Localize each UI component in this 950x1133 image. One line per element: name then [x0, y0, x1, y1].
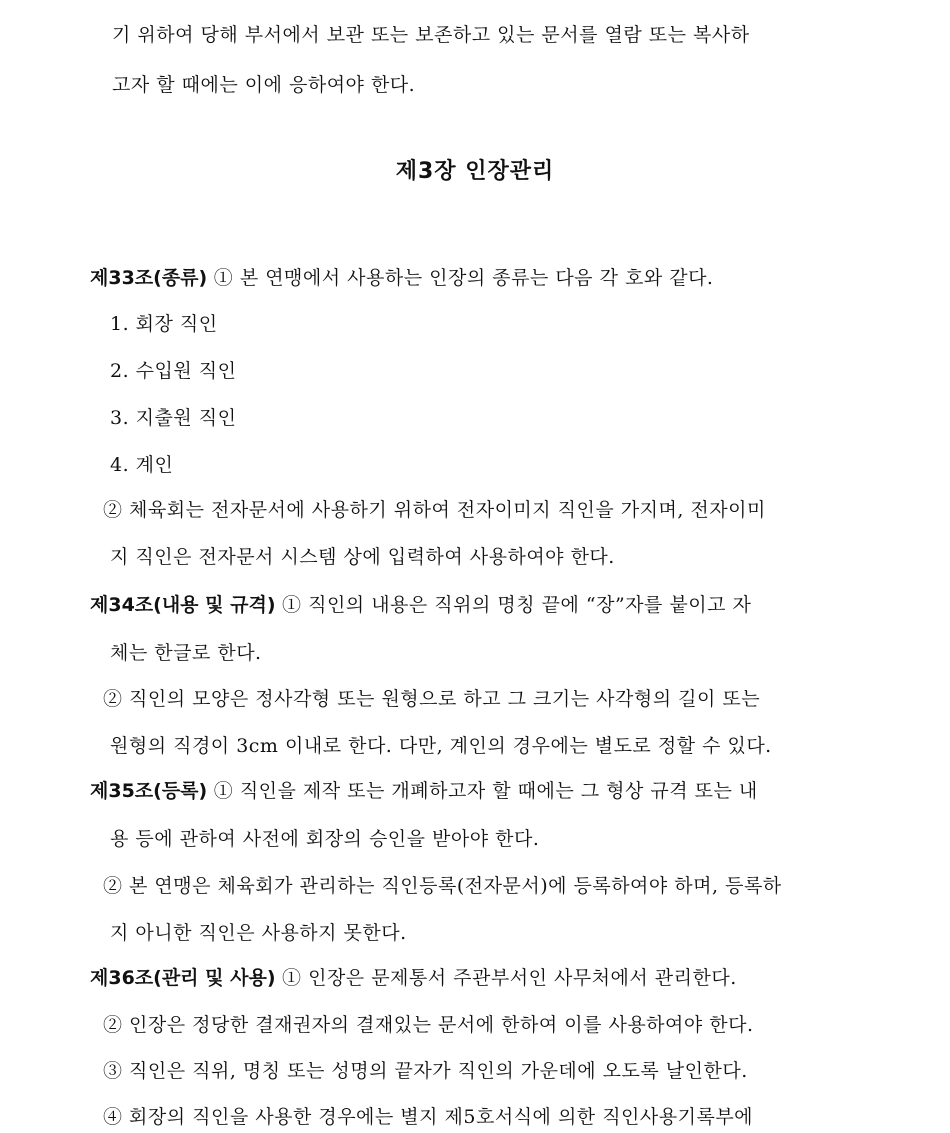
intro-line-1: 기 위하여 당해 부서에서 보관 또는 보존하고 있는 문서를 열람 또는 복사하 [112, 24, 750, 46]
article-36-heading: 제36조(관리 및 사용) [90, 967, 276, 989]
article-34-paragraph-1-line-2: 체는 한글로 한다. [110, 642, 262, 664]
article-33-paragraph-2-line-2: 지 직인은 전자문서 시스템 상에 입력하여 사용하여야 한다. [110, 546, 615, 568]
article-33-item-1: 1. 회장 직인 [110, 313, 218, 335]
article-34-paragraph-2-line-2: 원형의 직경이 3cm 이내로 한다. 다만, 계인의 경우에는 별도로 정할 수 있다. [110, 735, 772, 757]
article-35-paragraph-2-line-1: ② 본 연맹은 체육회가 관리하는 직인등록(전자문서)에 등록하여야 하며, 등록하 [103, 875, 782, 897]
article-33-heading: 제33조(종류) [90, 267, 208, 289]
article-35-paragraph-1-line-1: ① 직인을 제작 또는 개폐하고자 할 때에는 그 형상 규격 또는 내 [207, 780, 758, 802]
article-35-heading: 제35조(등록) [90, 780, 208, 802]
article-36-paragraph-4: ④ 회장의 직인을 사용한 경우에는 별지 제5호서식에 의한 직인사용기록부에 [103, 1106, 754, 1128]
article-36-line-1 [90, 965, 737, 991]
article-34-paragraph-2-line-1: ② 직인의 모양은 정사각형 또는 원형으로 하고 그 크기는 사각형의 길이 또는 [103, 688, 761, 710]
article-35-paragraph-1-line-2: 용 등에 관하여 사전에 회장의 승인을 받아야 한다. [110, 828, 540, 850]
chapter-title: 제3장 인장관리 [395, 159, 555, 184]
article-33-item-2: 2. 수입원 직인 [110, 360, 237, 382]
article-33-line-1 [90, 265, 713, 291]
article-34-heading: 제34조(내용 및 규격) [90, 594, 276, 616]
article-35-paragraph-2-line-2: 지 아니한 직인은 사용하지 못한다. [110, 922, 407, 944]
article-34-paragraph-1-line-1: ① 직인의 내용은 직위의 명칭 끝에 “장”자를 붙이고 자 [275, 594, 752, 616]
article-33-paragraph-1: ① 본 연맹에서 사용하는 인장의 종류는 다음 각 호와 같다. [207, 267, 714, 289]
article-36-paragraph-2: ② 인장은 정당한 결재권자의 결재있는 문서에 한하여 이를 사용하여야 한다. [103, 1014, 754, 1036]
article-33-item-4: 4. 계인 [110, 454, 174, 476]
article-33-item-3: 3. 지출원 직인 [110, 407, 237, 429]
intro-line-2: 고자 할 때에는 이에 응하여야 한다. [112, 74, 416, 96]
article-33-paragraph-2-line-1: ② 체육회는 전자문서에 사용하기 위하여 전자이미지 직인을 가지며, 전자이미 [103, 499, 766, 521]
article-35-line-1 [90, 778, 758, 804]
article-36-paragraph-3: ③ 직인은 직위, 명칭 또는 성명의 끝자가 직인의 가운데에 오도록 날인한다. [103, 1060, 748, 1082]
article-34-line-1 [90, 592, 751, 618]
article-36-paragraph-1: ① 인장은 문제통서 주관부서인 사무처에서 관리한다. [275, 967, 737, 989]
